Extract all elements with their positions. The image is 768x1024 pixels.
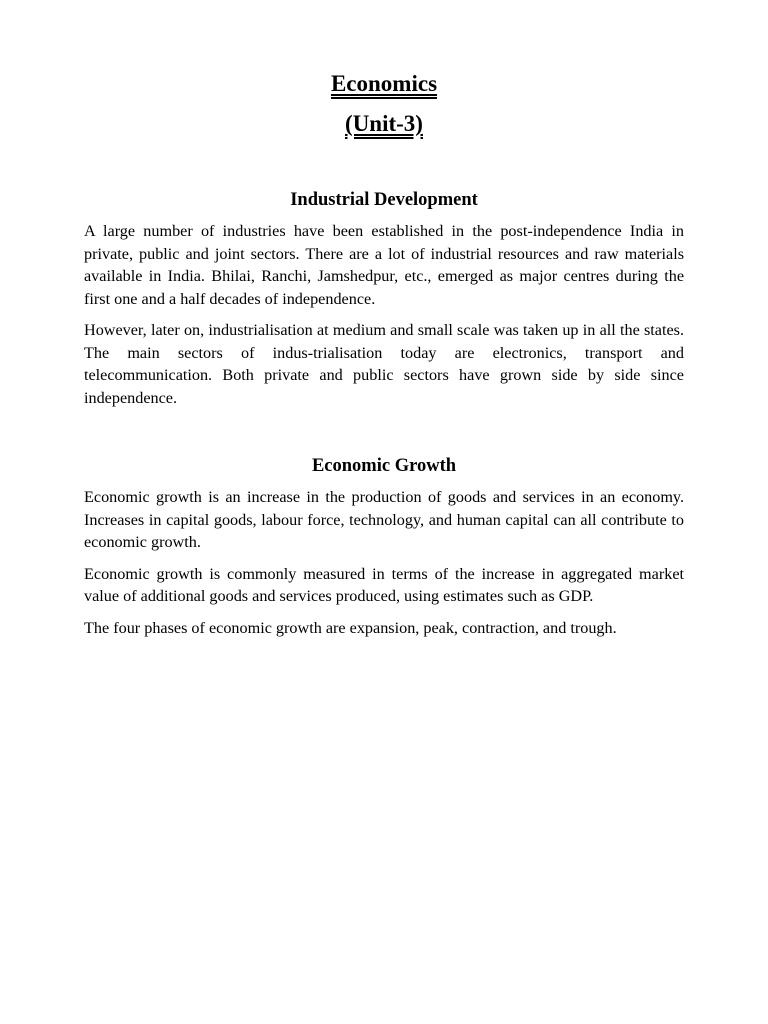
paragraph: However, later on, industrialisation at medium and small scale was taken up in all the states. The main sectors of indus-trialisation today are electronics, transport and telecommunication. Both private and public sectors have grown side by side since independence. xyxy=(84,321,684,407)
section-heading: Industrial Development xyxy=(290,190,478,210)
section-economic-growth xyxy=(84,454,684,648)
title-block xyxy=(0,68,768,140)
paragraph: The four phases of economic growth are expansion, peak, contraction, and trough. xyxy=(84,618,617,637)
paragraph: Economic growth is an increase in the production of goods and services in an economy. Increases in capital goods, labour force, technology, and human capital can all contribute to economic growth. xyxy=(84,488,684,551)
page-subtitle: (Unit-3) xyxy=(345,111,423,136)
paragraph: Economic growth is commonly measured in terms of the increase in aggregated market value of additional goods and services produced, using estimates such as GDP. xyxy=(84,564,684,605)
section-heading: Economic Growth xyxy=(311,456,457,476)
paragraph: A large number of industries have been established in the post-independence India in private, public and joint sectors. There are a lot of industrial resources and raw materials available in India. Bhilai, Ranchi, Jamshedpur, etc., emerged as major centres during the first one and a half decades of independence. xyxy=(84,222,684,308)
section-industrial-development xyxy=(84,188,684,418)
page-title: Economics xyxy=(330,71,438,96)
